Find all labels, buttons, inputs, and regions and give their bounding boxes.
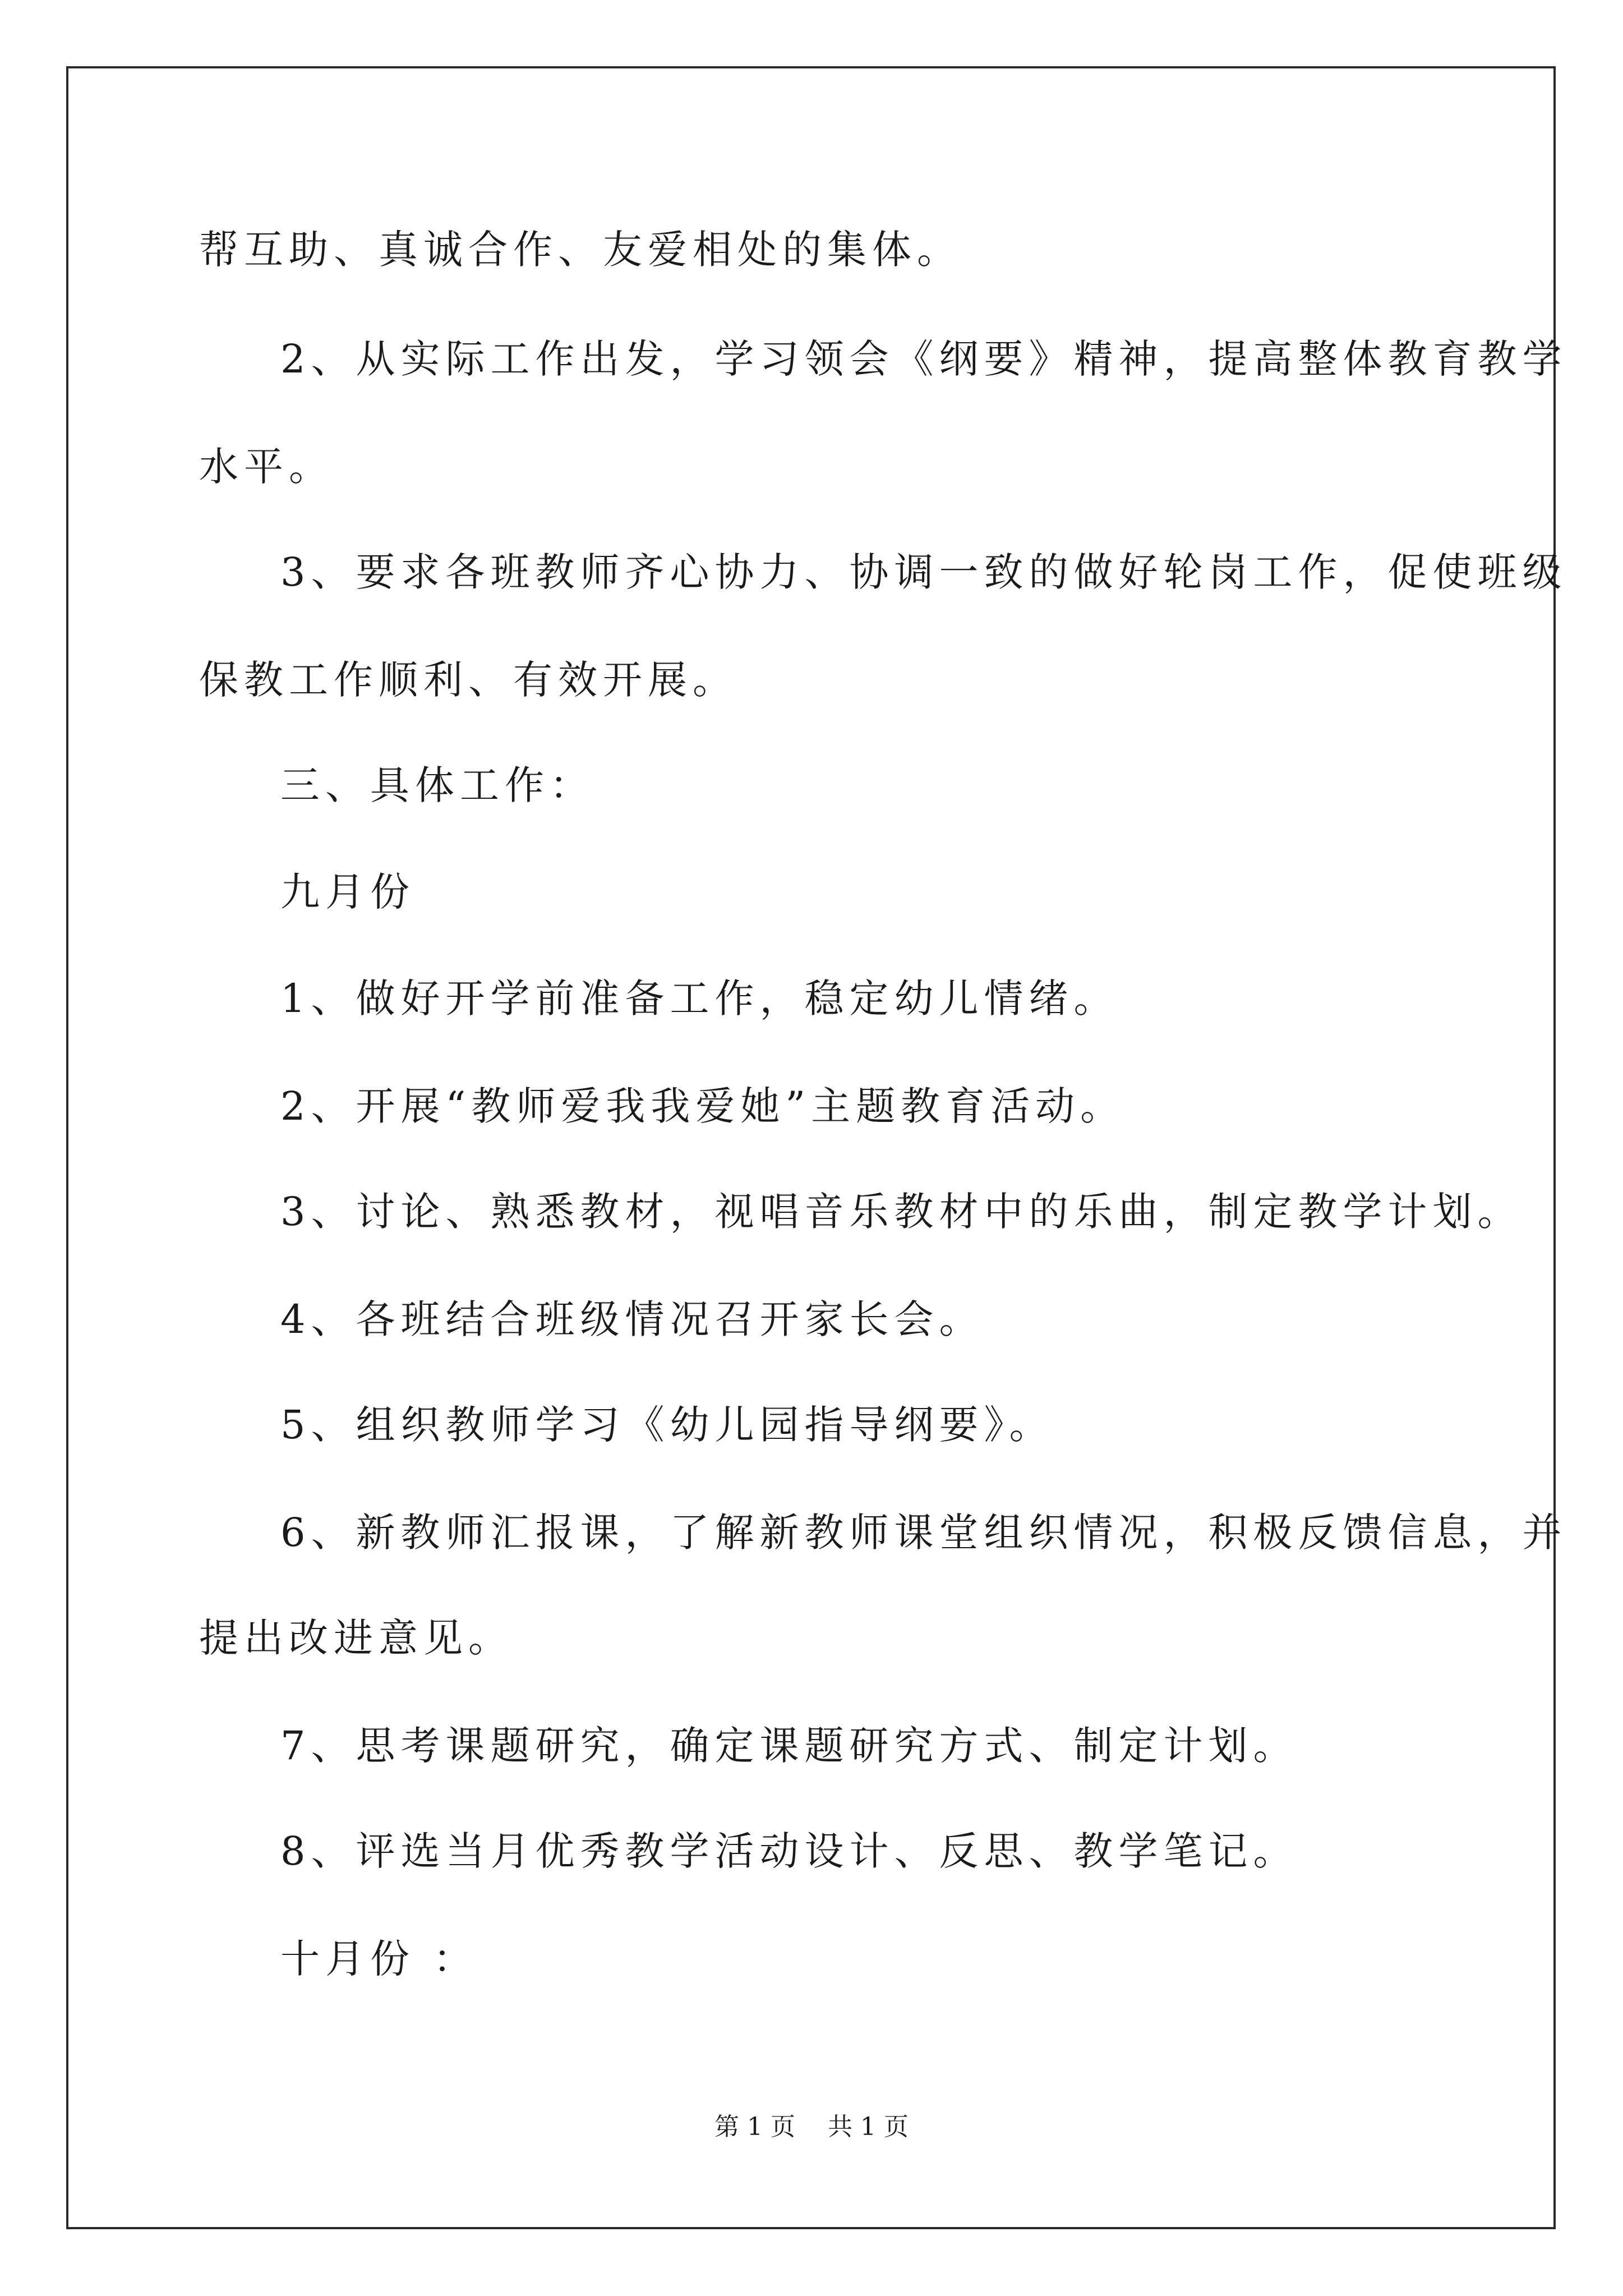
- list-item: 5、组织教师学习《幼儿园指导纲要》。: [280, 1402, 1054, 1448]
- text-line-3: 水平。: [199, 444, 334, 490]
- list-item: 2、开展“教师爱我我爱她”主题教育活动。: [280, 1083, 1126, 1129]
- list-item-continuation: 提出改进意见。: [199, 1615, 513, 1661]
- month-heading-october: 十月份 ：: [280, 1936, 478, 1982]
- text-line-5: 保教工作顺利、有效开展。: [199, 657, 737, 703]
- text-line-4: 3、要求各班教师齐心协力、协调一致的做好轮岗工作，促使班级: [280, 549, 1567, 595]
- list-item: 8、评选当月优秀教学活动设计、反思、教学笔记。: [280, 1828, 1298, 1874]
- text-line-2: 2、从实际工作出发，学习领会《纲要》精神，提高整体教育教学: [280, 336, 1567, 382]
- text-line-1: 帮互助、真诚合作、友爱相处的集体。: [199, 227, 962, 273]
- list-item: 4、各班结合班级情况召开家长会。: [280, 1296, 984, 1342]
- month-heading-september: 九月份: [280, 869, 415, 915]
- page-border: [66, 66, 1556, 2229]
- list-item: 3、讨论、熟悉教材，视唱音乐教材中的乐曲，制定教学计划。: [280, 1189, 1523, 1235]
- list-item: 1、做好开学前准备工作，稳定幼儿情绪。: [280, 976, 1119, 1022]
- page-number-footer: 第 1 页 共 1 页: [714, 2113, 909, 2141]
- section-heading: 三、具体工作：: [280, 762, 594, 808]
- list-item: 7、思考课题研究，确定课题研究方式、制定计划。: [280, 1723, 1298, 1769]
- list-item: 6、新教师汇报课，了解新教师课堂组织情况，积极反馈信息，并: [280, 1510, 1567, 1556]
